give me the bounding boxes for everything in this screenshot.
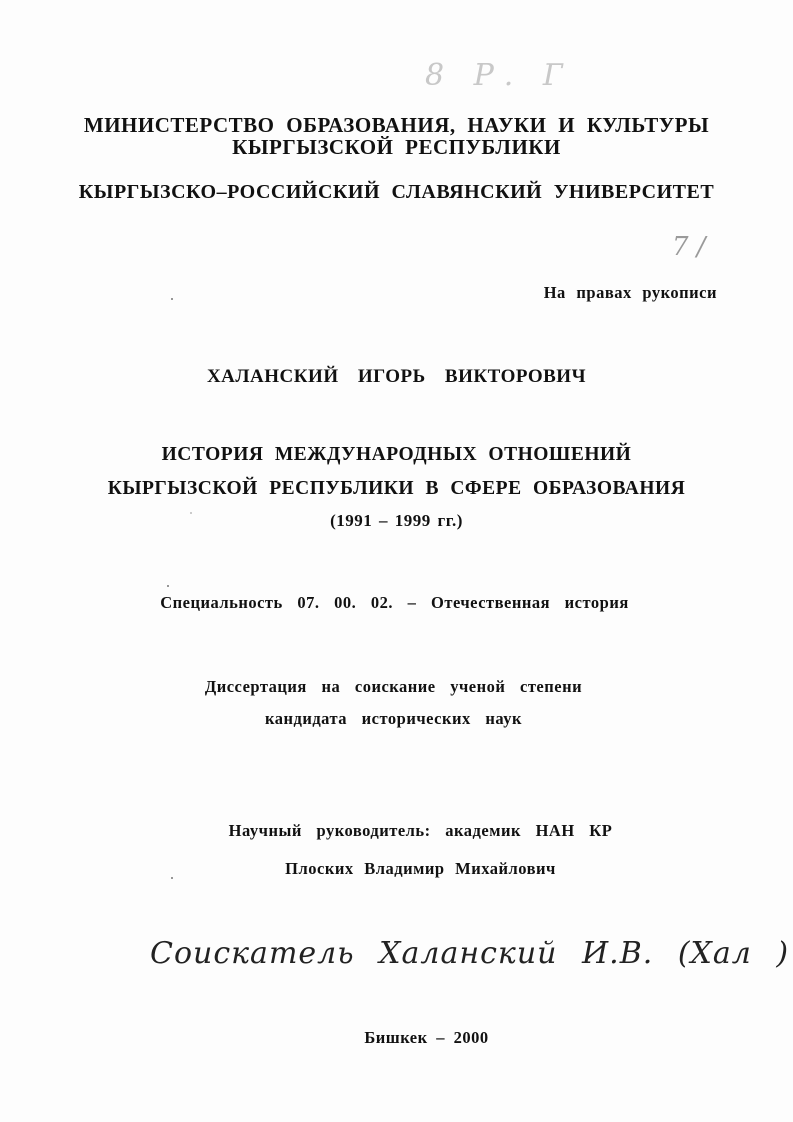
university-name: КЫРГЫЗСКО–РОССИЙСКИЙ СЛАВЯНСКИЙ УНИВЕРСИТЕТ <box>78 181 715 203</box>
applicant-signature: Соискатель Халанский И.В. (Хал ) <box>150 936 790 971</box>
scan-speck <box>171 877 173 879</box>
corner-handwritten-mark: 7 / <box>672 232 706 262</box>
scan-speck <box>167 585 169 587</box>
scan-speck <box>171 298 173 300</box>
dissertation-title-years: (1991 – 1999 гг.) <box>330 511 463 530</box>
scan-speck <box>190 512 192 514</box>
archive-handwritten-mark: 8 Р. Г <box>425 58 573 93</box>
dissertation-title-line-2: КЫРГЫЗСКОЙ РЕСПУБЛИКИ В СФЕРЕ ОБРАЗОВАНИЯ <box>107 478 686 499</box>
supervisor-line-1: Научный руководитель: академик НАН КР <box>228 821 613 840</box>
degree-line-1: Диссертация на соискание ученой степени <box>204 677 583 696</box>
supervisor-line-2: Плоских Владимир Михайлович <box>285 859 556 878</box>
degree-line-2: кандидата исторических наук <box>264 709 523 728</box>
ministry-line-1: МИНИСТЕРСТВО ОБРАЗОВАНИЯ, НАУКИ И КУЛЬТУРЫ <box>83 113 710 137</box>
manuscript-rights-note: На правах рукописи <box>543 283 717 302</box>
city-year: Бишкек – 2000 <box>364 1028 489 1047</box>
specialty: Специальность 07. 00. 02. – Отечественная история <box>160 593 629 612</box>
ministry-line-2: КЫРГЫЗСКОЙ РЕСПУБЛИКИ <box>232 135 561 159</box>
author-name: ХАЛАНСКИЙ ИГОРЬ ВИКТОРОВИЧ <box>206 366 587 387</box>
dissertation-title-line-1: ИСТОРИЯ МЕЖДУНАРОДНЫХ ОТНОШЕНИЙ <box>161 444 632 465</box>
